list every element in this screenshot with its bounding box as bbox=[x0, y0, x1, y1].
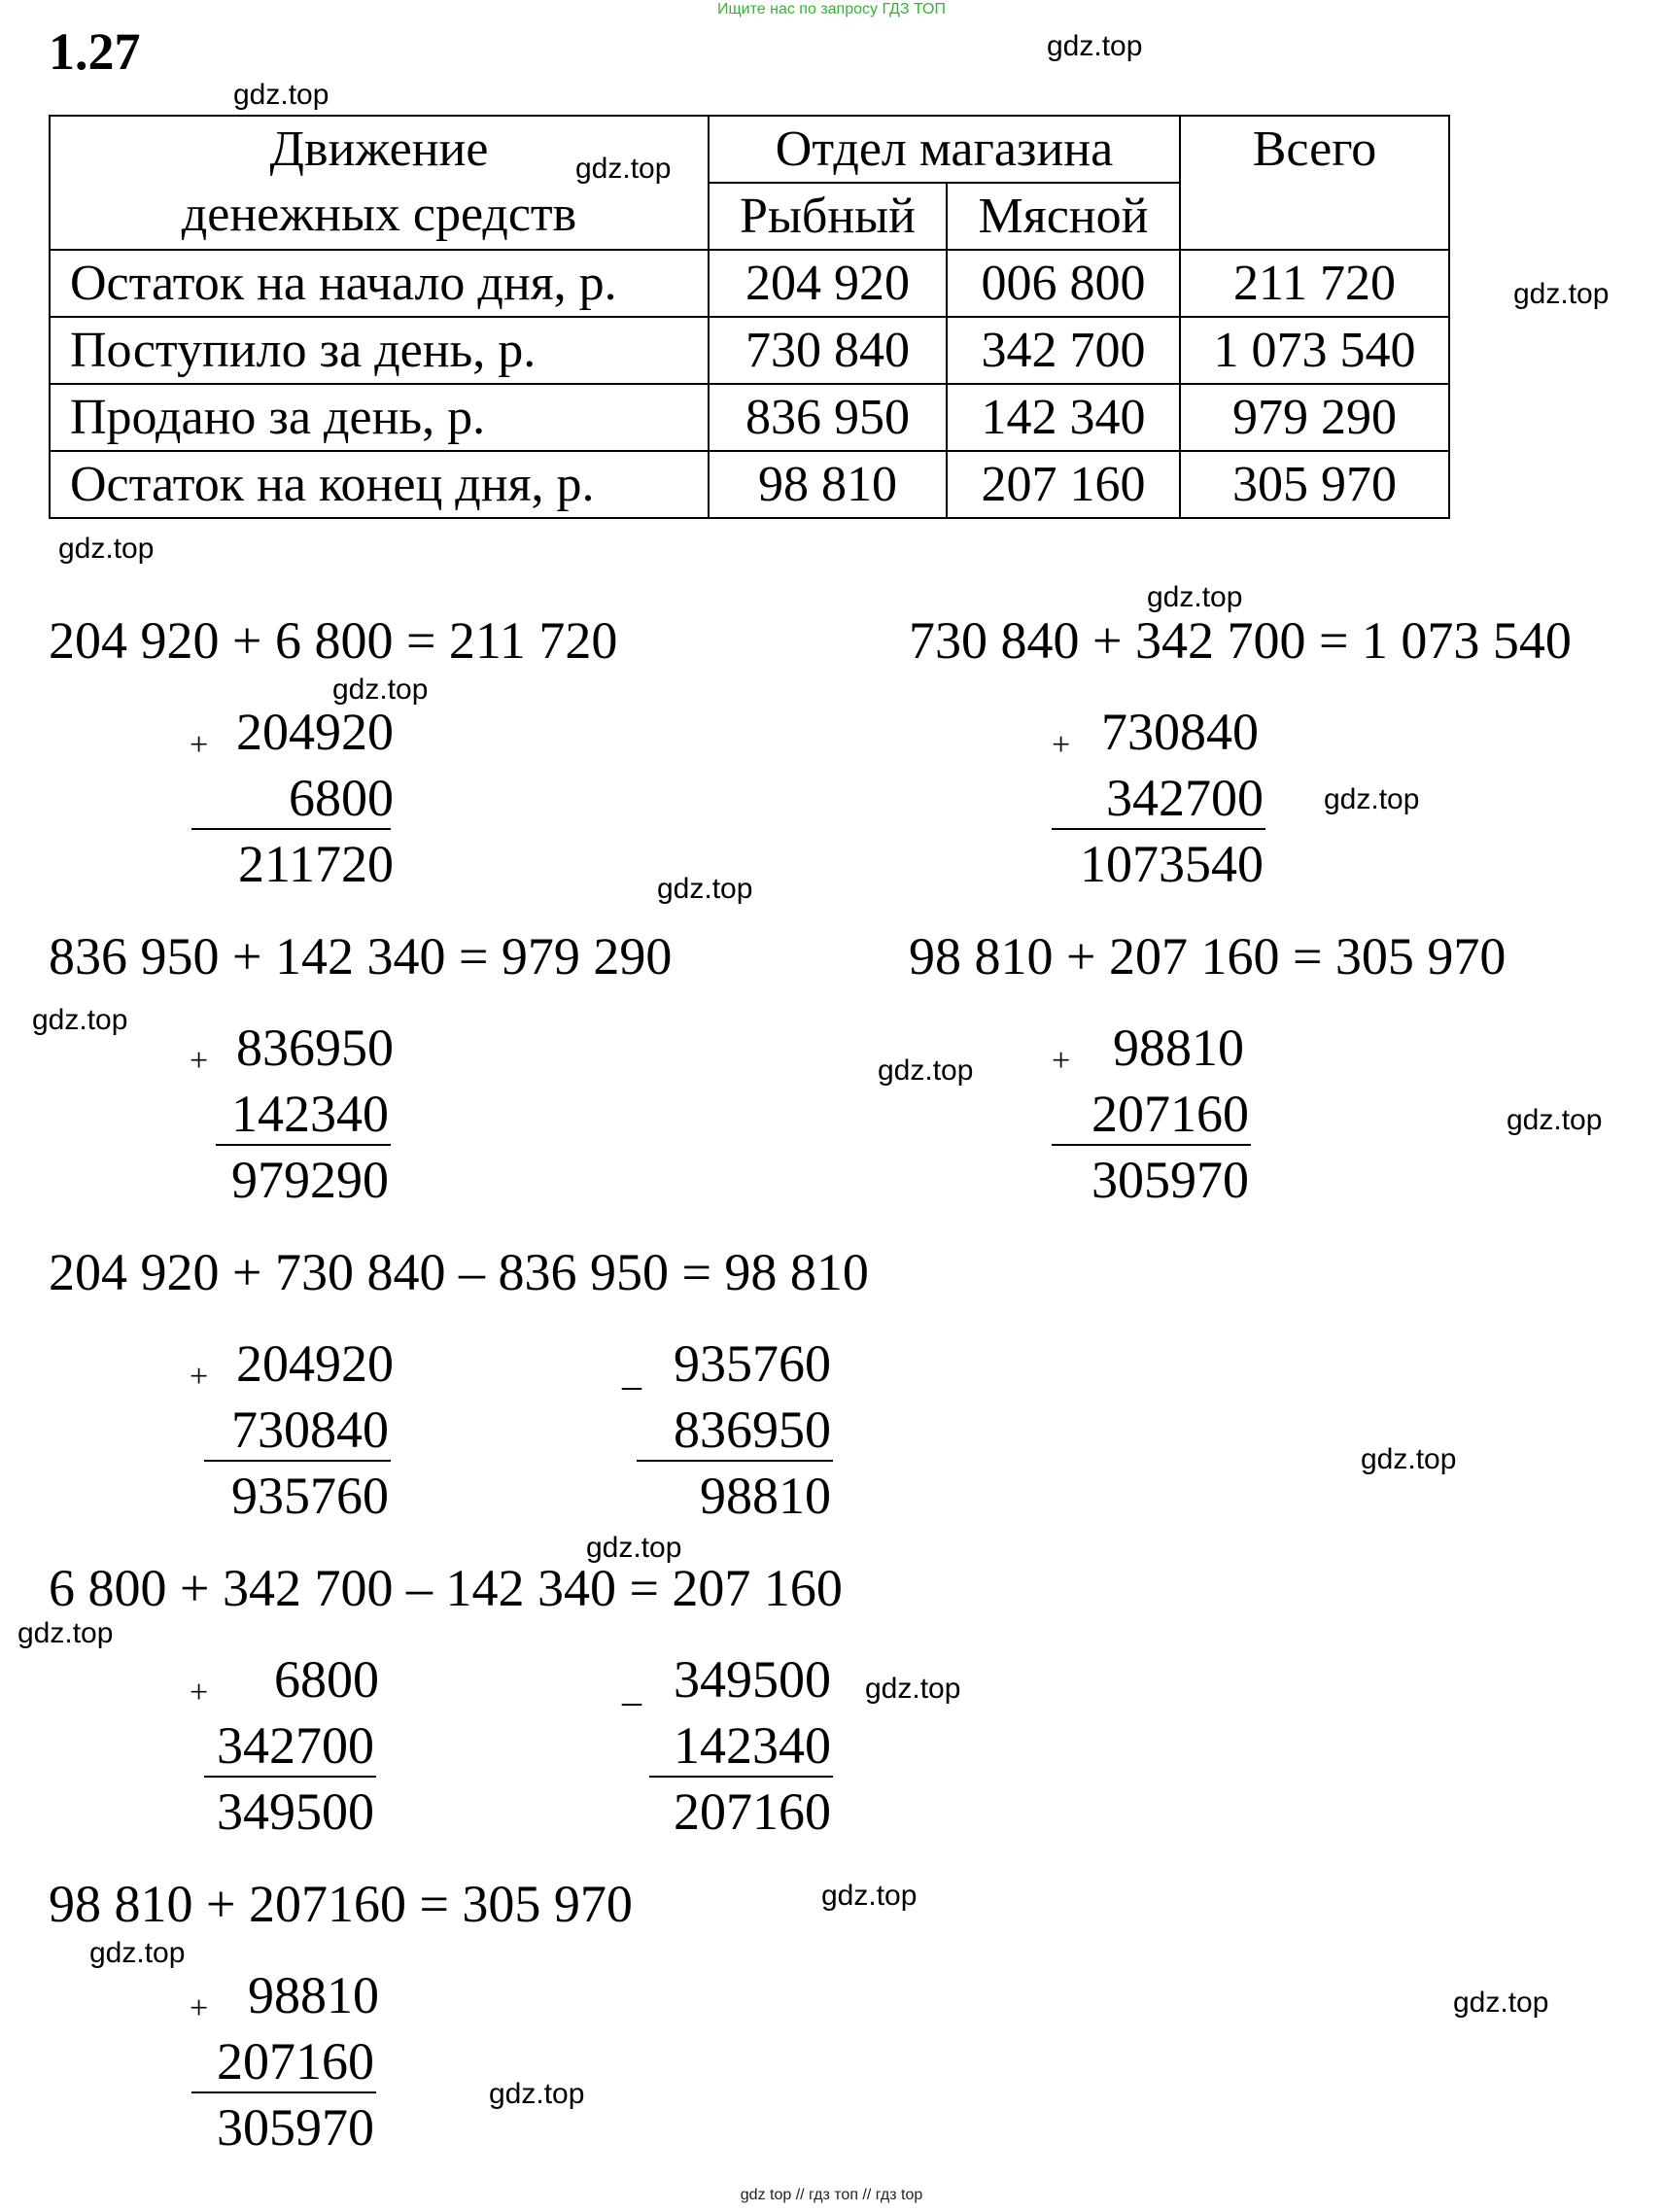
cell-fish: 836 950 bbox=[709, 384, 947, 451]
footer-links[interactable]: gdz top // гдз топ // гдз top bbox=[740, 2187, 923, 2203]
cell-meat: 006 800 bbox=[947, 250, 1180, 317]
column-operand-2: 142340 bbox=[231, 1085, 389, 1143]
watermark: gdz.top bbox=[489, 2078, 585, 2110]
top-search-hint[interactable]: Ищите нас по запросу ГДЗ ТОП bbox=[717, 1, 946, 17]
watermark: gdz.top bbox=[1507, 1104, 1603, 1136]
minus-sign: _ bbox=[622, 1666, 641, 1710]
row-label: Остаток на конец дня, р. bbox=[50, 451, 709, 518]
header-meat: Мясной bbox=[947, 183, 1180, 250]
watermark: gdz.top bbox=[1147, 581, 1243, 613]
column-result: 305970 bbox=[1091, 1151, 1249, 1209]
cell-meat: 142 340 bbox=[947, 384, 1180, 451]
equation-2: 730 840 + 342 700 = 1 073 540 bbox=[909, 611, 1572, 670]
column-operand-2: 207160 bbox=[1091, 1085, 1249, 1143]
table-row bbox=[50, 317, 1449, 384]
column-operand-2: 342700 bbox=[1106, 769, 1264, 827]
watermark: gdz.top bbox=[586, 1532, 682, 1564]
cell-fish: 730 840 bbox=[709, 317, 947, 384]
row-label: Поступило за день, р. bbox=[50, 317, 709, 384]
watermark: gdz.top bbox=[821, 1880, 918, 1912]
watermark: gdz.top bbox=[89, 1937, 186, 1969]
watermark: gdz.top bbox=[1324, 783, 1420, 815]
column-rule bbox=[649, 1776, 833, 1778]
watermark: gdz.top bbox=[1453, 1987, 1549, 2019]
column-rule bbox=[637, 1460, 833, 1462]
table-row bbox=[50, 384, 1449, 451]
equation-7: 98 810 + 207160 = 305 970 bbox=[49, 1875, 633, 1933]
column-operand-1: 349500 bbox=[674, 1650, 831, 1709]
column-rule bbox=[204, 1460, 391, 1462]
header-line-1: Движение bbox=[269, 121, 489, 177]
column-rule bbox=[191, 828, 391, 830]
column-result: 305970 bbox=[217, 2098, 374, 2157]
header-fish: Рыбный bbox=[709, 183, 947, 250]
problem-number: 1.27 bbox=[49, 22, 141, 81]
column-operand-2: 342700 bbox=[217, 1716, 374, 1775]
column-rule bbox=[191, 2091, 376, 2093]
cash-flow-table bbox=[49, 115, 1450, 519]
header-line-2: денежных средств bbox=[181, 187, 577, 242]
column-result: 979290 bbox=[231, 1151, 389, 1209]
equation-5: 204 920 + 730 840 – 836 950 = 98 810 bbox=[49, 1243, 869, 1301]
cell-total: 305 970 bbox=[1180, 451, 1449, 518]
header-store-department: Отдел магазина bbox=[709, 116, 1180, 183]
column-rule bbox=[1052, 1144, 1251, 1146]
cell-total: 979 290 bbox=[1180, 384, 1449, 451]
watermark: gdz.top bbox=[657, 873, 753, 905]
column-result: 1073540 bbox=[1080, 835, 1264, 893]
column-operand-2: 836950 bbox=[674, 1400, 831, 1459]
watermark: gdz.top bbox=[1361, 1443, 1457, 1475]
watermark: gdz.top bbox=[1047, 30, 1143, 62]
plus-sign: + bbox=[1052, 727, 1071, 763]
row-label: Остаток на начало дня, р. bbox=[50, 250, 709, 317]
plus-sign: + bbox=[190, 1359, 209, 1395]
watermark: gdz.top bbox=[1513, 278, 1610, 310]
equation-3: 836 950 + 142 340 = 979 290 bbox=[49, 927, 673, 985]
watermark: gdz.top bbox=[332, 674, 429, 706]
header-total: Всего bbox=[1180, 116, 1449, 250]
column-result: 211720 bbox=[238, 835, 394, 893]
watermark: gdz.top bbox=[575, 153, 672, 185]
table-header-row bbox=[50, 116, 1449, 183]
watermark: gdz.top bbox=[58, 533, 155, 565]
column-operand-1: 98810 bbox=[1113, 1019, 1244, 1077]
cell-fish: 98 810 bbox=[709, 451, 947, 518]
watermark: gdz.top bbox=[878, 1054, 974, 1087]
column-operand-2: 207160 bbox=[217, 2032, 374, 2091]
watermark: gdz.top bbox=[865, 1673, 961, 1705]
table-row bbox=[50, 250, 1449, 317]
column-operand-1: 204920 bbox=[236, 703, 394, 761]
equation-6: 6 800 + 342 700 – 142 340 = 207 160 bbox=[49, 1559, 843, 1617]
equation-1: 204 920 + 6 800 = 211 720 bbox=[49, 611, 618, 670]
column-rule bbox=[1052, 828, 1265, 830]
column-rule bbox=[204, 1776, 376, 1778]
watermark: gdz.top bbox=[17, 1617, 114, 1649]
cell-total: 1 073 540 bbox=[1180, 317, 1449, 384]
watermark: gdz.top bbox=[233, 79, 329, 111]
column-operand-1: 836950 bbox=[236, 1019, 394, 1077]
minus-sign: _ bbox=[622, 1350, 641, 1394]
column-rule bbox=[216, 1144, 391, 1146]
column-result: 98810 bbox=[700, 1467, 831, 1525]
cell-total: 211 720 bbox=[1180, 250, 1449, 317]
plus-sign: + bbox=[1052, 1043, 1071, 1079]
plus-sign: + bbox=[190, 1043, 209, 1079]
column-operand-2: 730840 bbox=[231, 1400, 389, 1459]
cell-meat: 342 700 bbox=[947, 317, 1180, 384]
column-operand-2: 6800 bbox=[289, 769, 394, 827]
cell-fish: 204 920 bbox=[709, 250, 947, 317]
column-operand-1: 6800 bbox=[274, 1650, 379, 1709]
column-operand-2: 142340 bbox=[674, 1716, 831, 1775]
equation-4: 98 810 + 207 160 = 305 970 bbox=[909, 927, 1507, 985]
column-operand-1: 98810 bbox=[248, 1966, 379, 2024]
column-operand-1: 730840 bbox=[1101, 703, 1259, 761]
plus-sign: + bbox=[190, 727, 209, 763]
column-result: 935760 bbox=[231, 1467, 389, 1525]
column-operand-1: 935760 bbox=[674, 1334, 831, 1393]
column-result: 207160 bbox=[674, 1782, 831, 1841]
plus-sign: + bbox=[190, 1990, 209, 2026]
watermark: gdz.top bbox=[32, 1004, 128, 1036]
table-row bbox=[50, 451, 1449, 518]
column-result: 349500 bbox=[217, 1782, 374, 1841]
cell-meat: 207 160 bbox=[947, 451, 1180, 518]
plus-sign: + bbox=[190, 1675, 209, 1711]
row-label: Продано за день, р. bbox=[50, 384, 709, 451]
column-operand-1: 204920 bbox=[236, 1334, 394, 1393]
